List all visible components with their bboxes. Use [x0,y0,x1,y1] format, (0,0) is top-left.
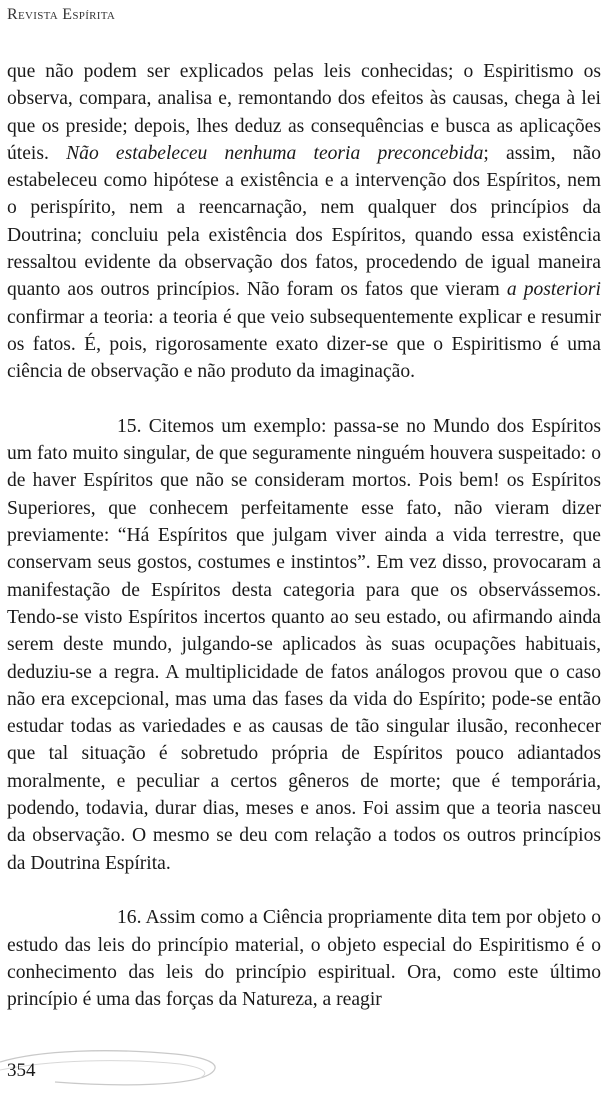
paragraph-15: 15. Citemos um exemplo: passa-se no Mundo dos Espíritos um fato muito singular, de que seguramente ninguém houvera suspeitado: o de haver Espíritos que não se consideram mortos. Pois bem! os Espíritos Superiores, que conhecem perfeitamente esse fato, não vieram dizer previamente: “Há Espíritos que julgam viver ainda a vida terrestre, que conservam seus gostos, costumes e instintos”. Em vez disso, provocaram a manifestação de Espíritos desta categoria para que os observássemos. Tendo-se visto Espíritos incertos quanto ao seu estado, ou afirmando ainda serem deste mundo, julgando-se aplicados às suas ocupações habituais, deduziu-se a regra. A multiplicidade de fatos análogos provou que o caso não era excepcional, mas uma das fases da vida do Espírito; pode-se então estudar todas as variedades e as causas de tão singular ilusão, reconhecer que tal situação é sobretudo própria de Espíritos pouco adiantados moralmente, e peculiar a certos gêneros de morte; que é temporária, podendo, todavia, durar dias, meses e anos. Foi assim que a teoria nasceu da observação. O mesmo se deu com relação a todos os outros princípios da Doutrina Espírita. [7,415,601,874]
decorative-swoosh [0,1040,240,1090]
paragraph-16: 16. Assim como a Ciência propriamente dita tem por objeto o estudo das leis do princípio material, o objeto especial do Espiritismo é o conhecimento das leis do princípio espiritual. Ora, como este último princípio é uma das forças da Natureza, a reagir [7,907,601,1011]
italic-phrase: Não estabeleceu nenhuma teoria preconcebida [66,142,484,164]
text-segment: que não podem ser explicados pelas leis conhecidas; o Espiritismo os observa, compara, analisa e, remontando dos efeitos às causas, chega à lei que os preside; depois, lhes deduz as consequências e busca as aplicações úteis. [7,61,601,164]
page-number: 354 [7,1060,36,1081]
italic-phrase: a posteriori [506,279,601,301]
text-segment: ; assim, não estabeleceu como hipótese a existência e a intervenção dos Espíritos, nem o perispírito, nem a reencarnação, nem qualquer dos princípios da Doutrina; concluiu pela existência dos Espíritos, quando essa existência ressaltou evidente da observação dos fatos, procedendo de igual maneira quanto aos outros princípios. Não foram os fatos que vieram [7,142,602,301]
text-segment: confirmar a teoria: a teoria é que veio subsequentemente explicar e resumir os fatos. É, pois, rigorosamente exato dizer-se que o Espiritismo é uma ciência de observação e não produto da imaginação. [7,306,601,383]
running-header: Revista Espírita [7,6,116,23]
paragraph-continuation [7,58,601,386]
page-body [7,58,601,1013]
